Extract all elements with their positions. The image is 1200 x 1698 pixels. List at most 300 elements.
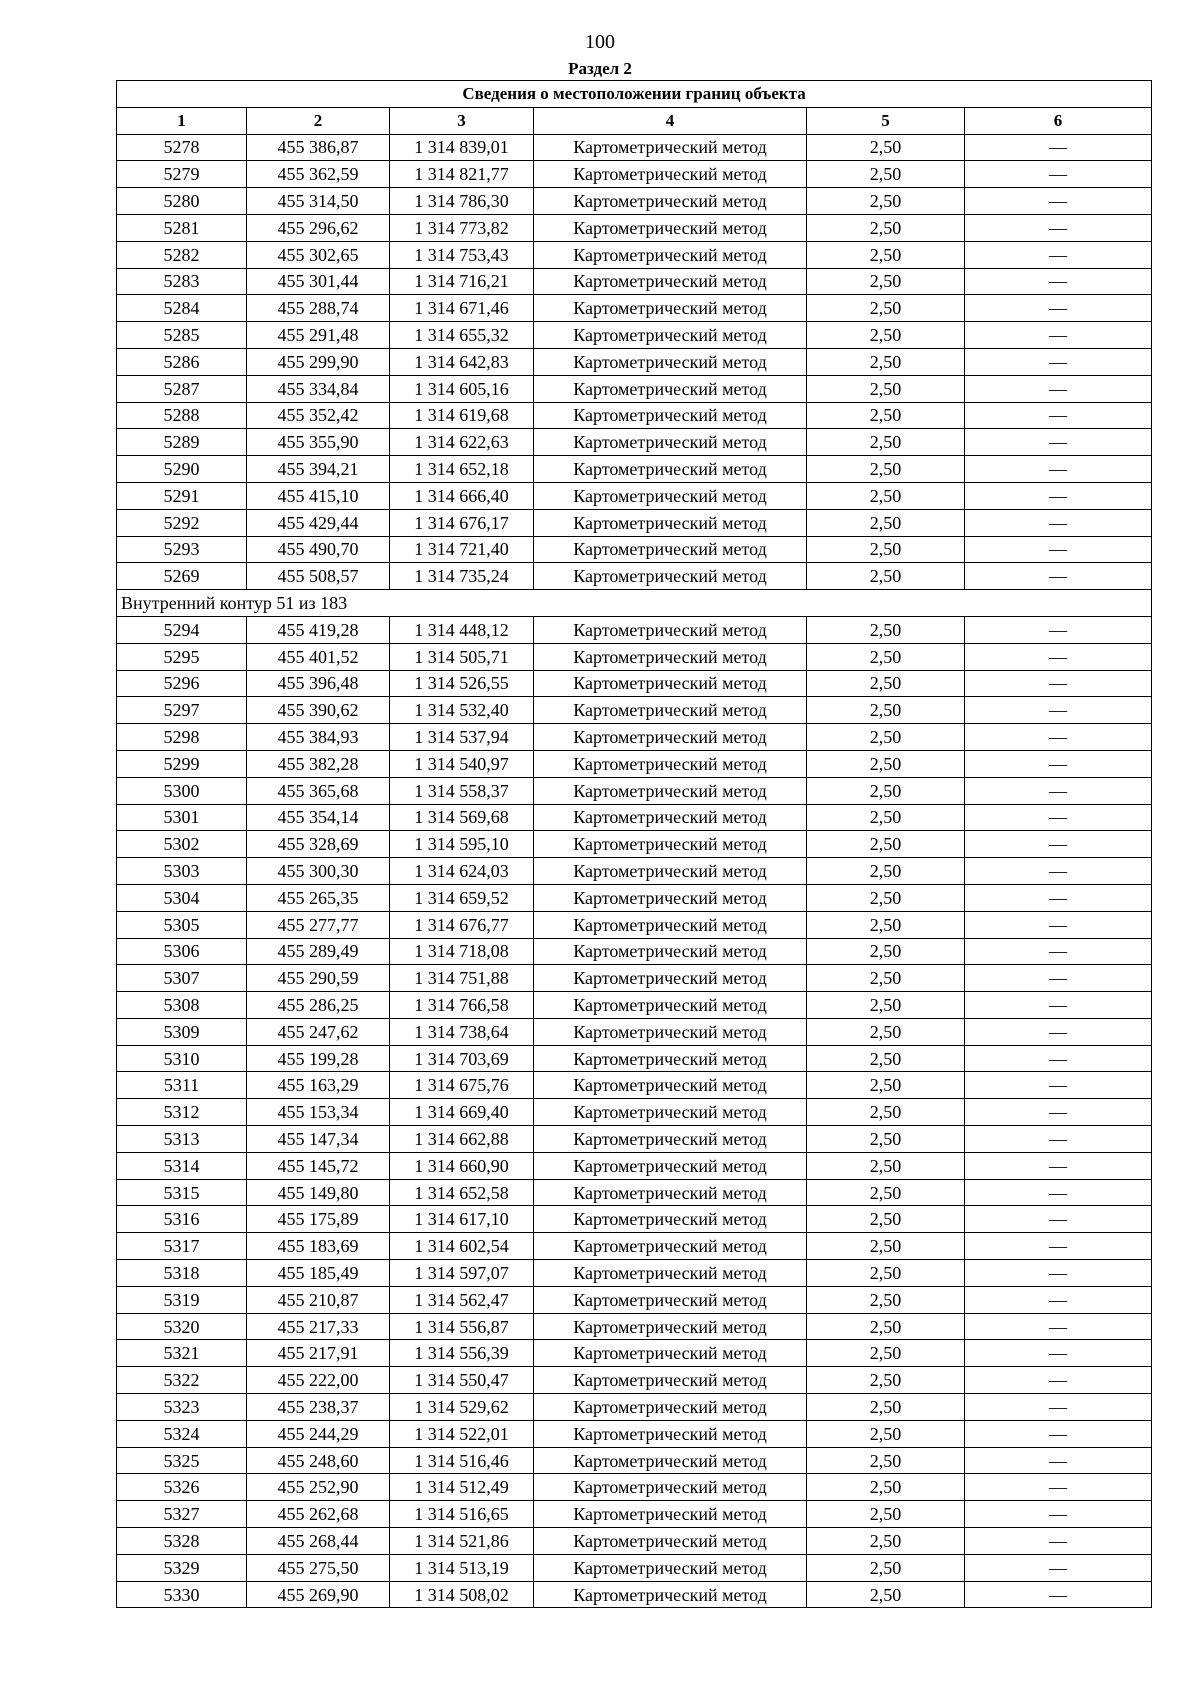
accuracy-cell: 2,50 [807, 1099, 965, 1126]
y-coordinate-cell: 1 314 662,88 [390, 1126, 534, 1153]
note-cell: — [965, 509, 1152, 536]
table-row [117, 1581, 1152, 1608]
note-cell: — [965, 1179, 1152, 1206]
accuracy-cell: 2,50 [807, 750, 965, 777]
method-cell: Картометрический метод [534, 1447, 807, 1474]
table-row [117, 670, 1152, 697]
x-coordinate-cell: 455 153,34 [247, 1099, 390, 1126]
method-cell: Картометрический метод [534, 965, 807, 992]
contour-section-label: Внутренний контур 51 из 183 [117, 590, 1152, 617]
accuracy-cell: 2,50 [807, 482, 965, 509]
table-row [117, 429, 1152, 456]
y-coordinate-cell: 1 314 522,01 [390, 1420, 534, 1447]
note-cell: — [965, 1340, 1152, 1367]
note-cell: — [965, 1313, 1152, 1340]
point-number-cell: 5304 [117, 884, 247, 911]
y-coordinate-cell: 1 314 556,39 [390, 1340, 534, 1367]
accuracy-cell: 2,50 [807, 1018, 965, 1045]
table-body [117, 134, 1152, 1608]
y-coordinate-cell: 1 314 751,88 [390, 965, 534, 992]
point-number-cell: 5312 [117, 1099, 247, 1126]
note-cell: — [965, 831, 1152, 858]
y-coordinate-cell: 1 314 718,08 [390, 938, 534, 965]
table-row [117, 804, 1152, 831]
x-coordinate-cell: 455 355,90 [247, 429, 390, 456]
y-coordinate-cell: 1 314 659,52 [390, 884, 534, 911]
note-cell: — [965, 697, 1152, 724]
note-cell: — [965, 348, 1152, 375]
x-coordinate-cell: 455 262,68 [247, 1501, 390, 1528]
point-number-cell: 5327 [117, 1501, 247, 1528]
y-coordinate-cell: 1 314 595,10 [390, 831, 534, 858]
method-cell: Картометрический метод [534, 1313, 807, 1340]
note-cell: — [965, 1206, 1152, 1233]
table-row [117, 1018, 1152, 1045]
note-cell: — [965, 1554, 1152, 1581]
y-coordinate-cell: 1 314 505,71 [390, 643, 534, 670]
table-row [117, 1045, 1152, 1072]
x-coordinate-cell: 455 185,49 [247, 1260, 390, 1287]
table-row [117, 643, 1152, 670]
point-number-cell: 5300 [117, 777, 247, 804]
method-cell: Картометрический метод [534, 1045, 807, 1072]
accuracy-cell: 2,50 [807, 858, 965, 885]
y-coordinate-cell: 1 314 516,65 [390, 1501, 534, 1528]
column-header: 5 [807, 107, 965, 134]
method-cell: Картометрический метод [534, 992, 807, 1019]
note-cell: — [965, 1286, 1152, 1313]
page-number: 100 [585, 31, 615, 53]
method-cell: Картометрический метод [534, 911, 807, 938]
y-coordinate-cell: 1 314 675,76 [390, 1072, 534, 1099]
point-number-cell: 5301 [117, 804, 247, 831]
method-cell: Картометрический метод [534, 724, 807, 751]
x-coordinate-cell: 455 291,48 [247, 322, 390, 349]
method-cell: Картометрический метод [534, 858, 807, 885]
y-coordinate-cell: 1 314 508,02 [390, 1581, 534, 1608]
method-cell: Картометрический метод [534, 1501, 807, 1528]
y-coordinate-cell: 1 314 532,40 [390, 697, 534, 724]
note-cell: — [965, 214, 1152, 241]
method-cell: Картометрический метод [534, 697, 807, 724]
y-coordinate-cell: 1 314 558,37 [390, 777, 534, 804]
point-number-cell: 5299 [117, 750, 247, 777]
accuracy-cell: 2,50 [807, 831, 965, 858]
y-coordinate-cell: 1 314 666,40 [390, 482, 534, 509]
x-coordinate-cell: 455 183,69 [247, 1233, 390, 1260]
accuracy-cell: 2,50 [807, 1152, 965, 1179]
point-number-cell: 5288 [117, 402, 247, 429]
accuracy-cell: 2,50 [807, 214, 965, 241]
note-cell: — [965, 536, 1152, 563]
accuracy-cell: 2,50 [807, 1260, 965, 1287]
accuracy-cell: 2,50 [807, 1126, 965, 1153]
point-number-cell: 5284 [117, 295, 247, 322]
point-number-cell: 5320 [117, 1313, 247, 1340]
method-cell: Картометрический метод [534, 777, 807, 804]
table-row [117, 911, 1152, 938]
accuracy-cell: 2,50 [807, 1072, 965, 1099]
point-number-cell: 5269 [117, 563, 247, 590]
point-number-cell: 5314 [117, 1152, 247, 1179]
table-row [117, 938, 1152, 965]
note-cell: — [965, 643, 1152, 670]
table-row [117, 322, 1152, 349]
method-cell: Картометрический метод [534, 1099, 807, 1126]
point-number-cell: 5289 [117, 429, 247, 456]
table-row [117, 268, 1152, 295]
column-header: 6 [965, 107, 1152, 134]
note-cell: — [965, 268, 1152, 295]
method-cell: Картометрический метод [534, 670, 807, 697]
point-number-cell: 5306 [117, 938, 247, 965]
note-cell: — [965, 1045, 1152, 1072]
y-coordinate-cell: 1 314 619,68 [390, 402, 534, 429]
y-coordinate-cell: 1 314 773,82 [390, 214, 534, 241]
point-number-cell: 5296 [117, 670, 247, 697]
x-coordinate-cell: 455 490,70 [247, 536, 390, 563]
x-coordinate-cell: 455 390,62 [247, 697, 390, 724]
x-coordinate-cell: 455 334,84 [247, 375, 390, 402]
y-coordinate-cell: 1 314 550,47 [390, 1367, 534, 1394]
x-coordinate-cell: 455 277,77 [247, 911, 390, 938]
column-header-row [117, 107, 1152, 134]
point-number-cell: 5307 [117, 965, 247, 992]
x-coordinate-cell: 455 362,59 [247, 161, 390, 188]
x-coordinate-cell: 455 217,33 [247, 1313, 390, 1340]
note-cell: — [965, 1072, 1152, 1099]
x-coordinate-cell: 455 386,87 [247, 134, 390, 161]
y-coordinate-cell: 1 314 512,49 [390, 1474, 534, 1501]
x-coordinate-cell: 455 248,60 [247, 1447, 390, 1474]
x-coordinate-cell: 455 175,89 [247, 1206, 390, 1233]
x-coordinate-cell: 455 299,90 [247, 348, 390, 375]
y-coordinate-cell: 1 314 669,40 [390, 1099, 534, 1126]
y-coordinate-cell: 1 314 513,19 [390, 1554, 534, 1581]
table-row [117, 1233, 1152, 1260]
note-cell: — [965, 1394, 1152, 1421]
x-coordinate-cell: 455 289,49 [247, 938, 390, 965]
table-row [117, 1340, 1152, 1367]
method-cell: Картометрический метод [534, 134, 807, 161]
y-coordinate-cell: 1 314 652,58 [390, 1179, 534, 1206]
point-number-cell: 5293 [117, 536, 247, 563]
y-coordinate-cell: 1 314 716,21 [390, 268, 534, 295]
accuracy-cell: 2,50 [807, 456, 965, 483]
column-header: 4 [534, 107, 807, 134]
method-cell: Картометрический метод [534, 1072, 807, 1099]
method-cell: Картометрический метод [534, 1286, 807, 1313]
point-number-cell: 5318 [117, 1260, 247, 1287]
method-cell: Картометрический метод [534, 268, 807, 295]
x-coordinate-cell: 455 314,50 [247, 188, 390, 215]
note-cell: — [965, 1367, 1152, 1394]
method-cell: Картометрический метод [534, 1367, 807, 1394]
accuracy-cell: 2,50 [807, 1447, 965, 1474]
x-coordinate-cell: 455 210,87 [247, 1286, 390, 1313]
method-cell: Картометрический метод [534, 161, 807, 188]
note-cell: — [965, 563, 1152, 590]
y-coordinate-cell: 1 314 556,87 [390, 1313, 534, 1340]
column-header: 1 [117, 107, 247, 134]
accuracy-cell: 2,50 [807, 911, 965, 938]
method-cell: Картометрический метод [534, 348, 807, 375]
x-coordinate-cell: 455 396,48 [247, 670, 390, 697]
method-cell: Картометрический метод [534, 295, 807, 322]
point-number-cell: 5311 [117, 1072, 247, 1099]
accuracy-cell: 2,50 [807, 965, 965, 992]
note-cell: — [965, 188, 1152, 215]
y-coordinate-cell: 1 314 655,32 [390, 322, 534, 349]
point-number-cell: 5329 [117, 1554, 247, 1581]
y-coordinate-cell: 1 314 703,69 [390, 1045, 534, 1072]
method-cell: Картометрический метод [534, 456, 807, 483]
accuracy-cell: 2,50 [807, 1179, 965, 1206]
table-row [117, 1474, 1152, 1501]
accuracy-cell: 2,50 [807, 1367, 965, 1394]
table-row [117, 1528, 1152, 1555]
x-coordinate-cell: 455 401,52 [247, 643, 390, 670]
method-cell: Картометрический метод [534, 616, 807, 643]
method-cell: Картометрический метод [534, 1394, 807, 1421]
point-number-cell: 5323 [117, 1394, 247, 1421]
method-cell: Картометрический метод [534, 1152, 807, 1179]
note-cell: — [965, 322, 1152, 349]
note-cell: — [965, 992, 1152, 1019]
table-row [117, 134, 1152, 161]
point-number-cell: 5282 [117, 241, 247, 268]
method-cell: Картометрический метод [534, 1581, 807, 1608]
accuracy-cell: 2,50 [807, 724, 965, 751]
accuracy-cell: 2,50 [807, 1528, 965, 1555]
accuracy-cell: 2,50 [807, 1340, 965, 1367]
table-row [117, 1072, 1152, 1099]
y-coordinate-cell: 1 314 786,30 [390, 188, 534, 215]
table-row [117, 1286, 1152, 1313]
y-coordinate-cell: 1 314 839,01 [390, 134, 534, 161]
x-coordinate-cell: 455 163,29 [247, 1072, 390, 1099]
note-cell: — [965, 402, 1152, 429]
point-number-cell: 5309 [117, 1018, 247, 1045]
point-number-cell: 5330 [117, 1581, 247, 1608]
method-cell: Картометрический метод [534, 804, 807, 831]
y-coordinate-cell: 1 314 602,54 [390, 1233, 534, 1260]
y-coordinate-cell: 1 314 521,86 [390, 1528, 534, 1555]
x-coordinate-cell: 455 199,28 [247, 1045, 390, 1072]
y-coordinate-cell: 1 314 766,58 [390, 992, 534, 1019]
x-coordinate-cell: 455 145,72 [247, 1152, 390, 1179]
point-number-cell: 5324 [117, 1420, 247, 1447]
note-cell: — [965, 482, 1152, 509]
point-number-cell: 5317 [117, 1233, 247, 1260]
note-cell: — [965, 884, 1152, 911]
table-row [117, 858, 1152, 885]
table-row [117, 402, 1152, 429]
note-cell: — [965, 375, 1152, 402]
table-row [117, 1126, 1152, 1153]
note-cell: — [965, 1528, 1152, 1555]
x-coordinate-cell: 455 147,34 [247, 1126, 390, 1153]
y-coordinate-cell: 1 314 671,46 [390, 295, 534, 322]
method-cell: Картометрический метод [534, 536, 807, 563]
x-coordinate-cell: 455 301,44 [247, 268, 390, 295]
table-row [117, 1554, 1152, 1581]
note-cell: — [965, 161, 1152, 188]
x-coordinate-cell: 455 217,91 [247, 1340, 390, 1367]
table-row [117, 563, 1152, 590]
x-coordinate-cell: 455 354,14 [247, 804, 390, 831]
method-cell: Картометрический метод [534, 750, 807, 777]
note-cell: — [965, 911, 1152, 938]
point-number-cell: 5321 [117, 1340, 247, 1367]
method-cell: Картометрический метод [534, 482, 807, 509]
table-row [117, 724, 1152, 751]
point-number-cell: 5325 [117, 1447, 247, 1474]
method-cell: Картометрический метод [534, 1474, 807, 1501]
table-row [117, 1260, 1152, 1287]
point-number-cell: 5305 [117, 911, 247, 938]
accuracy-cell: 2,50 [807, 1313, 965, 1340]
accuracy-cell: 2,50 [807, 777, 965, 804]
method-cell: Картометрический метод [534, 831, 807, 858]
contour-section-row [117, 590, 1152, 617]
x-coordinate-cell: 455 352,42 [247, 402, 390, 429]
column-header: 2 [247, 107, 390, 134]
table-row [117, 214, 1152, 241]
note-cell: — [965, 241, 1152, 268]
point-number-cell: 5302 [117, 831, 247, 858]
y-coordinate-cell: 1 314 516,46 [390, 1447, 534, 1474]
accuracy-cell: 2,50 [807, 884, 965, 911]
y-coordinate-cell: 1 314 569,68 [390, 804, 534, 831]
accuracy-cell: 2,50 [807, 1474, 965, 1501]
y-coordinate-cell: 1 314 660,90 [390, 1152, 534, 1179]
x-coordinate-cell: 455 328,69 [247, 831, 390, 858]
note-cell: — [965, 724, 1152, 751]
note-cell: — [965, 1447, 1152, 1474]
table-row [117, 1152, 1152, 1179]
accuracy-cell: 2,50 [807, 134, 965, 161]
accuracy-cell: 2,50 [807, 1045, 965, 1072]
table-row [117, 295, 1152, 322]
method-cell: Картометрический метод [534, 1179, 807, 1206]
method-cell: Картометрический метод [534, 1260, 807, 1287]
accuracy-cell: 2,50 [807, 402, 965, 429]
x-coordinate-cell: 455 149,80 [247, 1179, 390, 1206]
point-number-cell: 5298 [117, 724, 247, 751]
method-cell: Картометрический метод [534, 429, 807, 456]
note-cell: — [965, 750, 1152, 777]
accuracy-cell: 2,50 [807, 992, 965, 1019]
y-coordinate-cell: 1 314 624,03 [390, 858, 534, 885]
x-coordinate-cell: 455 382,28 [247, 750, 390, 777]
accuracy-cell: 2,50 [807, 643, 965, 670]
y-coordinate-cell: 1 314 562,47 [390, 1286, 534, 1313]
accuracy-cell: 2,50 [807, 429, 965, 456]
y-coordinate-cell: 1 314 676,17 [390, 509, 534, 536]
accuracy-cell: 2,50 [807, 697, 965, 724]
y-coordinate-cell: 1 314 753,43 [390, 241, 534, 268]
note-cell: — [965, 616, 1152, 643]
table-row [117, 992, 1152, 1019]
table-row [117, 1447, 1152, 1474]
accuracy-cell: 2,50 [807, 938, 965, 965]
table-row [117, 241, 1152, 268]
table-row [117, 1206, 1152, 1233]
x-coordinate-cell: 455 222,00 [247, 1367, 390, 1394]
point-number-cell: 5328 [117, 1528, 247, 1555]
note-cell: — [965, 1420, 1152, 1447]
y-coordinate-cell: 1 314 529,62 [390, 1394, 534, 1421]
y-coordinate-cell: 1 314 821,77 [390, 161, 534, 188]
note-cell: — [965, 670, 1152, 697]
table-row [117, 1420, 1152, 1447]
x-coordinate-cell: 455 419,28 [247, 616, 390, 643]
table-row [117, 536, 1152, 563]
table-row [117, 697, 1152, 724]
accuracy-cell: 2,50 [807, 616, 965, 643]
method-cell: Картометрический метод [534, 509, 807, 536]
x-coordinate-cell: 455 302,65 [247, 241, 390, 268]
note-cell: — [965, 965, 1152, 992]
table-row [117, 1394, 1152, 1421]
table-row [117, 1099, 1152, 1126]
table-caption: Сведения о местоположении границ объекта [117, 81, 1152, 108]
point-number-cell: 5294 [117, 616, 247, 643]
y-coordinate-cell: 1 314 735,24 [390, 563, 534, 590]
method-cell: Картометрический метод [534, 1340, 807, 1367]
method-cell: Картометрический метод [534, 938, 807, 965]
note-cell: — [965, 1581, 1152, 1608]
x-coordinate-cell: 455 508,57 [247, 563, 390, 590]
column-header: 3 [390, 107, 534, 134]
x-coordinate-cell: 455 265,35 [247, 884, 390, 911]
note-cell: — [965, 1018, 1152, 1045]
point-number-cell: 5283 [117, 268, 247, 295]
x-coordinate-cell: 455 300,30 [247, 858, 390, 885]
method-cell: Картометрический метод [534, 1126, 807, 1153]
method-cell: Картометрический метод [534, 1528, 807, 1555]
table-row [117, 1367, 1152, 1394]
accuracy-cell: 2,50 [807, 375, 965, 402]
table-row [117, 482, 1152, 509]
point-number-cell: 5287 [117, 375, 247, 402]
accuracy-cell: 2,50 [807, 322, 965, 349]
y-coordinate-cell: 1 314 448,12 [390, 616, 534, 643]
x-coordinate-cell: 455 275,50 [247, 1554, 390, 1581]
note-cell: — [965, 938, 1152, 965]
y-coordinate-cell: 1 314 597,07 [390, 1260, 534, 1287]
x-coordinate-cell: 455 268,44 [247, 1528, 390, 1555]
method-cell: Картометрический метод [534, 241, 807, 268]
point-number-cell: 5297 [117, 697, 247, 724]
note-cell: — [965, 1152, 1152, 1179]
x-coordinate-cell: 455 296,62 [247, 214, 390, 241]
x-coordinate-cell: 455 415,10 [247, 482, 390, 509]
accuracy-cell: 2,50 [807, 536, 965, 563]
accuracy-cell: 2,50 [807, 1394, 965, 1421]
note-cell: — [965, 858, 1152, 885]
y-coordinate-cell: 1 314 526,55 [390, 670, 534, 697]
y-coordinate-cell: 1 314 605,16 [390, 375, 534, 402]
note-cell: — [965, 804, 1152, 831]
point-number-cell: 5326 [117, 1474, 247, 1501]
method-cell: Картометрический метод [534, 1018, 807, 1045]
note-cell: — [965, 456, 1152, 483]
y-coordinate-cell: 1 314 652,18 [390, 456, 534, 483]
note-cell: — [965, 1260, 1152, 1287]
method-cell: Картометрический метод [534, 563, 807, 590]
